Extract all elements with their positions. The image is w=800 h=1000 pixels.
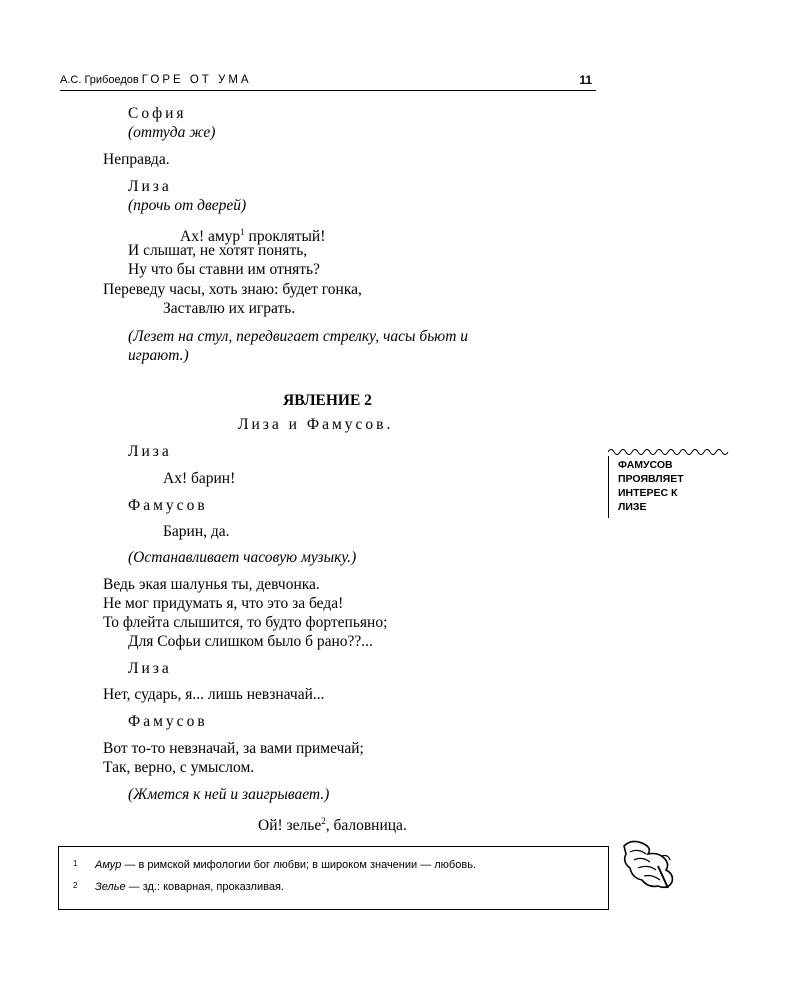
speaker-famusov: Фамусов: [128, 713, 208, 730]
verse-line: Переведу часы, хоть знаю: будет гонка,: [103, 281, 362, 298]
stage-direction: (Лезет на стул, передвигает стрелку, часы бьют и: [128, 328, 469, 345]
footnotes-box: [58, 846, 609, 910]
verse-line: Ах! барин!: [163, 470, 236, 487]
verse-line: Нет, сударь, я... лишь невзначай...: [103, 686, 325, 703]
speaker-sofia: София: [128, 105, 187, 122]
stage-direction: (Останавливает часовую музыку.): [128, 549, 357, 566]
page-number: 11: [579, 73, 592, 87]
scene-characters: Лиза и Фамусов.: [238, 416, 394, 433]
footnote-ref-2: 2: [321, 816, 326, 826]
verse-line: Так, верно, с умыслом.: [103, 759, 255, 776]
verse-line: Ну что бы ставни им отнять?: [128, 261, 320, 278]
margin-note-line: ПРОЯВЛЯЕТ: [618, 473, 684, 485]
running-header: [60, 72, 596, 91]
speaker-famusov: Фамусов: [128, 497, 208, 514]
margin-note: [608, 446, 730, 520]
stage-direction: (оттуда же): [128, 124, 216, 141]
footnote-ref-1: 1: [240, 227, 245, 237]
margin-note-line: ФАМУСОВ: [618, 459, 673, 471]
verse-line: Барин, да.: [163, 523, 230, 540]
verse-line: Ах! амур$^1$ проклятый!: [180, 227, 326, 246]
verse-line: Вот то-то невзначай, за вами примечай;: [103, 740, 364, 757]
footnote-1: 1 Амур — в римской мифологии бог любви; в широком значении — любовь.: [73, 859, 476, 871]
wavy-rule-icon: [608, 446, 730, 456]
stage-direction: играют.): [128, 347, 189, 364]
margin-note-line: ИНТЕРЕС К: [618, 487, 678, 499]
verse-line: Неправда.: [103, 151, 170, 168]
verse-line: И слышат, не хотят понять,: [128, 242, 308, 259]
verse-line: Для Софьи слишком было б рано??...: [128, 633, 373, 650]
speaker-liza: Лиза: [128, 660, 172, 677]
verse-line: Не мог придумать я, что это за беда!: [103, 595, 344, 612]
margin-note-line: ЛИЗЕ: [618, 501, 647, 513]
quill-hand-icon: [618, 836, 680, 892]
verse-line: Заставлю их играть.: [163, 300, 296, 317]
scene-heading: ЯВЛЕНИЕ 2: [283, 392, 372, 409]
verse-line: Ой! зелье$^2$, баловница.: [258, 816, 407, 835]
verse-line: Ведь экая шалунья ты, девчонка.: [103, 576, 320, 593]
verse-line: То флейта слышится, то будто фортепьяно;: [103, 614, 388, 631]
footnote-2: 2 Зелье — зд.: коварная, проказливая.: [73, 881, 284, 893]
header-work-title: ГОРЕ ОТ УМА: [141, 74, 252, 86]
stage-direction: (Жмется к ней и заигрывает.): [128, 786, 330, 803]
speaker-liza: Лиза: [128, 443, 172, 460]
header-author: А.С. Грибоедов: [60, 74, 139, 86]
stage-direction: (прочь от дверей): [128, 197, 247, 214]
speaker-liza: Лиза: [128, 178, 172, 195]
